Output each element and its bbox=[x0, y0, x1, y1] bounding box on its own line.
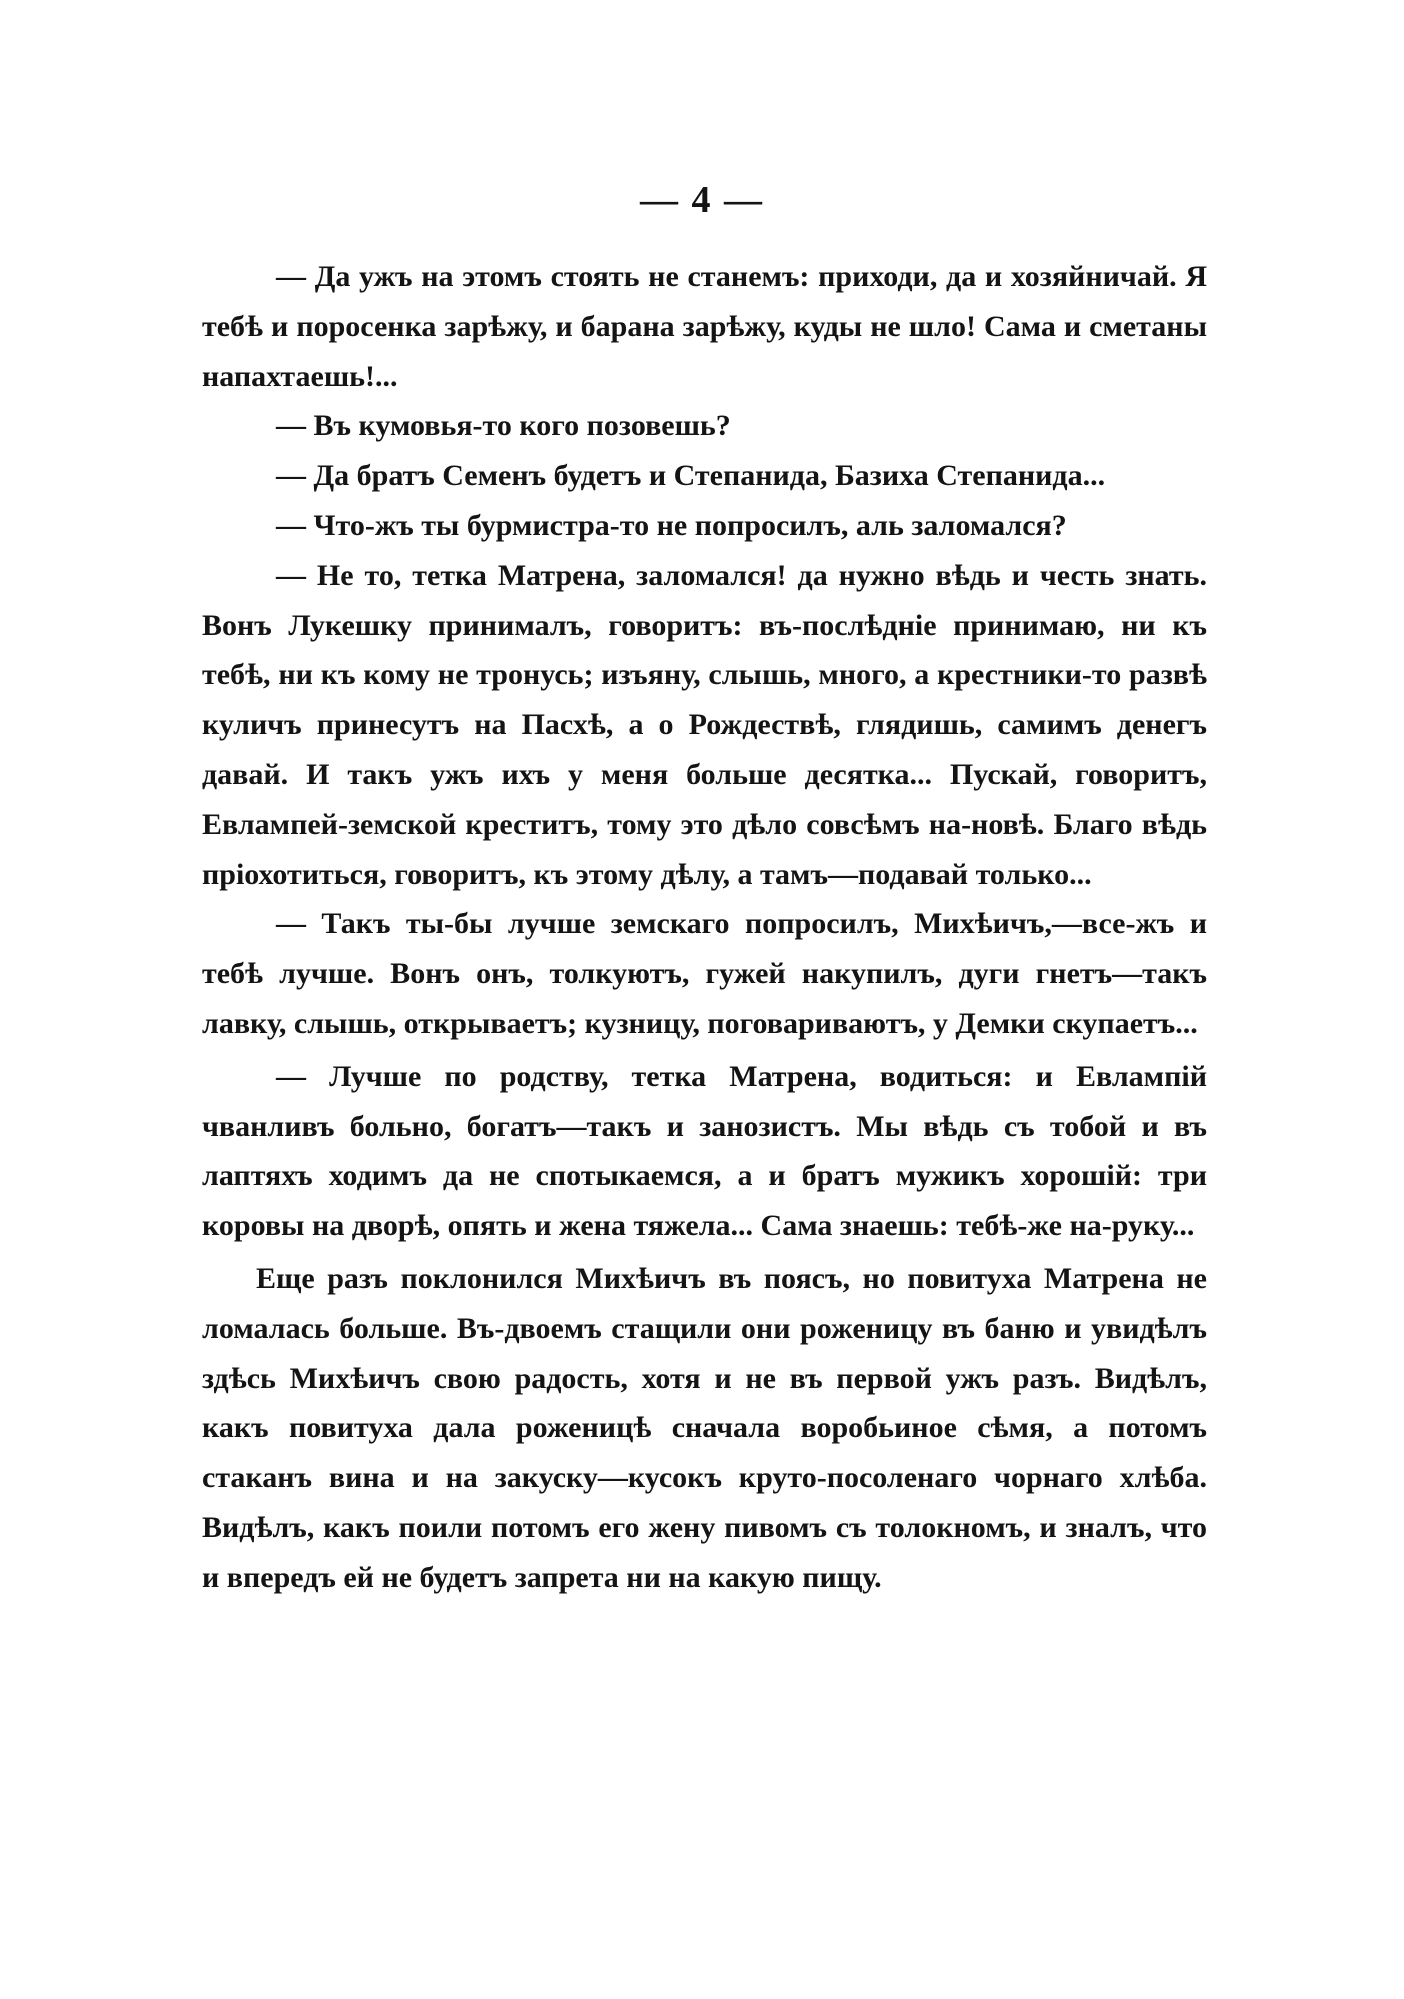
dialogue-paragraph-4: — Что-жъ ты бурмистра-то не попросилъ, аль заломался? bbox=[276, 508, 1067, 542]
dialogue-paragraph-2: — Въ кумовья-то кого позовешь? bbox=[276, 409, 731, 443]
dialogue-paragraph-6: — Такъ ты-бы лучше земскаго попросилъ, Михѣичъ,—все-жъ и тебѣ лучше. Вонъ онъ, толкуютъ, гужей накупилъ, дуги гнетъ—такъ лавку, слышь, открываетъ; кузницу, поговариваютъ, у Демки скупаетъ... bbox=[202, 907, 1207, 1040]
dialogue-paragraph-1: — Да ужъ на этомъ стоять не станемъ: приходи, да и хозяйничай. Я тебѣ и поросенка зарѣжу, и барана зарѣжу, куды не шло! Сама и сметаны напахтаешь!... bbox=[202, 260, 1207, 393]
body-text bbox=[202, 252, 1207, 1603]
narrative-paragraph: Еще разъ поклонился Михѣичъ въ поясъ, но повитуха Матрена не ломалась больше. Въ-двоемъ стащили они роженицу въ баню и увидѣлъ здѣсь Михѣичъ свою радость, хотя и не въ первой ужъ разъ. Видѣлъ, какъ повитуха дала роженицѣ сначала воробьиное сѣмя, а потомъ стаканъ вина и на закуску—кусокъ круто-посоленаго чорнаго хлѣба. Видѣлъ, какъ поили потомъ его жену пивомъ съ толокномъ, и зналъ, что и впередъ ей не будетъ запрета ни на какую пищу. bbox=[202, 1261, 1207, 1594]
dialogue-paragraph-5: — Не то, тетка Матрена, заломался! да нужно вѣдь и честь знать. Вонъ Лукешку принималъ, говоритъ: въ-послѣдніе принимаю, ни къ тебѣ, ни къ кому не тронусь; изъяну, слышь, много, а крестники-то развѣ куличъ принесутъ на Пасхѣ, а о Рождествѣ, глядишь, самимъ денегъ давай. И такъ ужъ ихъ у меня больше десятка... Пускай, говоритъ, Евлампей-земской креститъ, тому это дѣло совсѣмъ на-новѣ. Благо вѣдь пріохотиться, говоритъ, къ этому дѣлу, а тамъ—подавай только... bbox=[202, 558, 1207, 891]
dialogue-paragraph-3: — Да братъ Семенъ будетъ и Степанида, Базиха Степанида... bbox=[276, 459, 1106, 493]
dialogue-paragraph-7: — Лучше по родству, тетка Матрена, водиться: и Евлампій чванливъ больно, богатъ—такъ и занозистъ. Мы вѣдь съ тобой и въ лаптяхъ ходимъ да не спотыкаемся, а и братъ мужикъ хорошій: три коровы на дворѣ, опять и жена тяжела... Сама знаешь: тебѣ-же на-руку... bbox=[202, 1059, 1207, 1243]
page-number: — 4 — bbox=[640, 179, 764, 221]
